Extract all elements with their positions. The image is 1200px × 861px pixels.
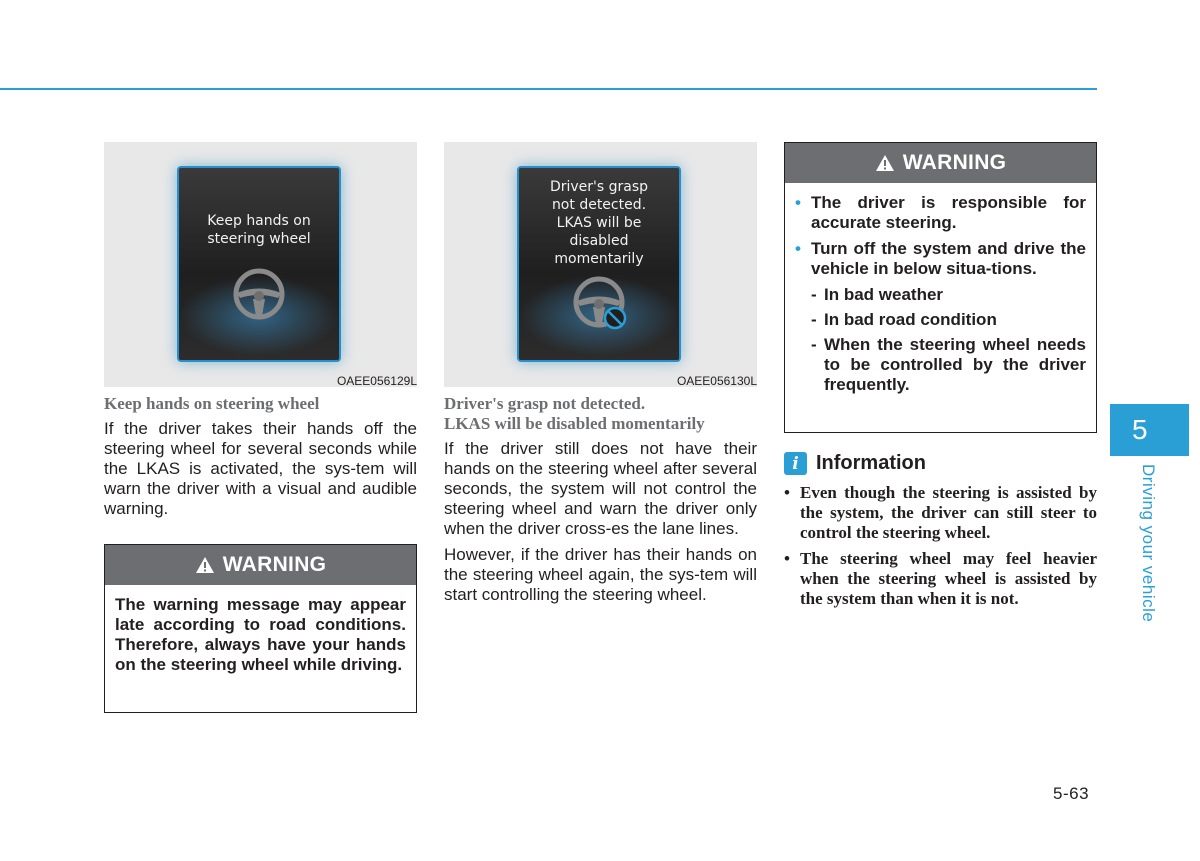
sub-list-item-text: When the steering wheel needs to be controlled by the driver frequently. — [824, 335, 1086, 394]
warning-title: WARNING — [902, 151, 1007, 174]
list-item — [784, 549, 1097, 609]
dash: - — [811, 285, 817, 304]
warning-triangle-icon — [195, 556, 215, 574]
warning-sub-list — [811, 285, 1086, 395]
chapter-tab: 5 — [1110, 404, 1189, 456]
heading-line: Driver's grasp not detected. — [444, 394, 646, 413]
bullet-icon: • — [784, 549, 790, 568]
information-section — [784, 452, 1097, 615]
warning-header — [785, 143, 1096, 183]
figure-code: OAEE056129L — [336, 374, 417, 388]
steering-wheel-icon — [231, 266, 287, 322]
display-line: Driver's grasp — [549, 179, 649, 195]
warning-box — [104, 544, 417, 713]
information-list — [784, 483, 1097, 609]
sub-list-item — [811, 310, 1086, 330]
figure-code: OAEE056130L — [676, 374, 757, 388]
information-header — [784, 452, 1097, 475]
display-line: momentarily — [554, 251, 644, 267]
list-item — [795, 239, 1086, 279]
sub-list-item — [811, 285, 1086, 305]
figure-keep-hands — [104, 142, 417, 387]
section-grasp-not-detected — [444, 394, 757, 611]
display-message — [519, 178, 679, 268]
list-item-text: The steering wheel may feel heavier when the steering wheel is assisted by the system than when it is not. — [800, 549, 1097, 608]
list-item — [795, 193, 1086, 233]
info-icon: i — [784, 452, 807, 475]
section-body: If the driver takes their hands off the steering wheel for several seconds while the LKAS is activated, the sys-tem will warn the driver with a visual and audible warning. — [104, 419, 417, 518]
heading-line: LKAS will be disabled momentarily — [444, 414, 705, 433]
cluster-display — [177, 166, 341, 362]
section-heading: Keep hands on steering wheel — [104, 394, 320, 413]
bullet-icon: • — [795, 193, 801, 212]
warning-header — [105, 545, 416, 585]
section-heading — [444, 394, 757, 434]
list-item-text: Turn off the system and drive the vehicle in below situa-tions. — [811, 239, 1086, 278]
list-item-text: The driver is responsible for accurate steering. — [811, 193, 1086, 232]
warning-content — [785, 183, 1096, 408]
section-paragraph: However, if the driver has their hands on the steering wheel again, the sys-tem will start controlling the steering wheel. — [444, 545, 757, 604]
warning-triangle-icon — [875, 154, 895, 172]
section-keep-hands — [104, 394, 417, 525]
display-message — [179, 212, 339, 248]
top-rule — [0, 88, 1097, 90]
warning-text: The warning message may appear late according to road conditions. Therefore, always have your hands on the steering wheel while driving. — [115, 595, 406, 674]
bullet-icon: • — [784, 483, 790, 502]
list-item — [784, 483, 1097, 543]
warning-box — [784, 142, 1097, 433]
dash: - — [811, 335, 817, 354]
display-line: not detected. — [551, 197, 647, 213]
warning-title: WARNING — [222, 553, 327, 576]
sub-list-item — [811, 335, 1086, 395]
figure-grasp-not-detected — [444, 142, 757, 387]
display-line: steering wheel — [207, 231, 311, 247]
bullet-icon: • — [795, 239, 801, 258]
display-line: disabled — [569, 233, 629, 249]
chapter-label — [1138, 464, 1158, 624]
chapter-label-text: Driving your vehicle — [1139, 464, 1158, 623]
dash: - — [811, 310, 817, 329]
section-paragraph: If the driver still does not have their hands on the steering wheel after several seconds, the system will not control the steering wheel and warn the driver only when the driver cross-es the lane lines. — [444, 439, 757, 538]
list-item-text: Even though the steering is assisted by the system, the driver can still steer to control the steering wheel. — [800, 483, 1097, 542]
information-title: Information — [816, 452, 926, 474]
cluster-display — [517, 166, 681, 362]
display-line: Keep hands on — [207, 213, 311, 229]
sub-list-item-text: In bad road condition — [824, 310, 997, 329]
steering-wheel-disabled-icon — [571, 274, 627, 330]
sub-list-item-text: In bad weather — [824, 285, 944, 304]
warning-list — [795, 193, 1086, 279]
page-number: 5-63 — [1053, 784, 1090, 803]
display-line: LKAS will be — [556, 215, 642, 231]
